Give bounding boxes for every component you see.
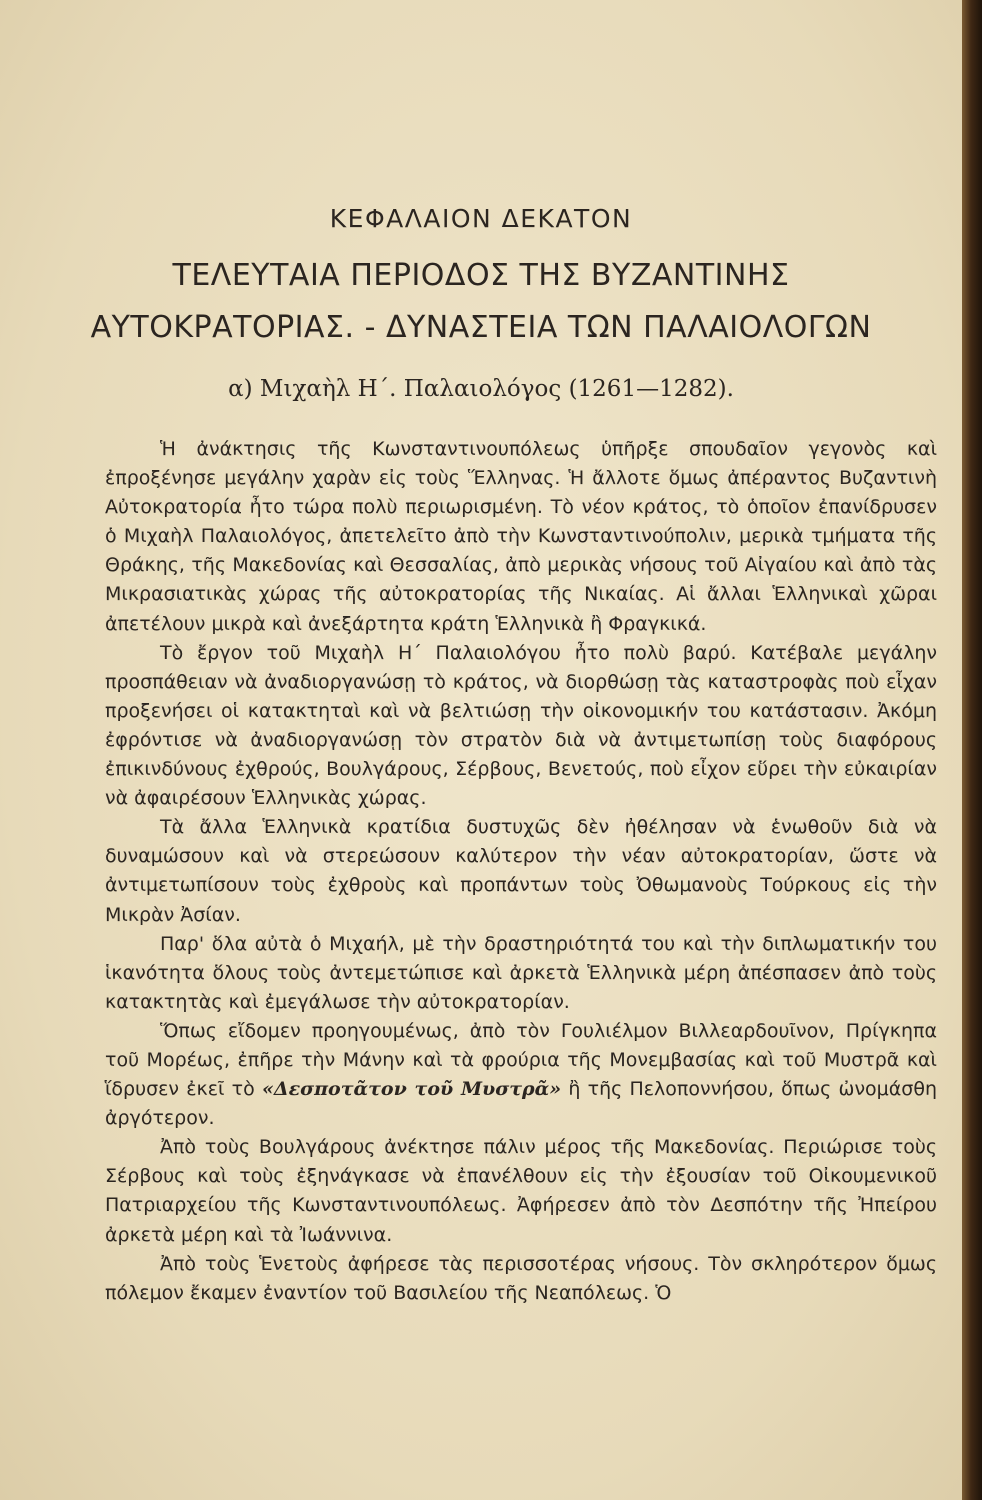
paragraph-5-text-b: ἢ τῆς Πελοποννήσου, ὅπως ὠνομάσθη ἀργότερον.	[105, 1078, 938, 1130]
paragraph-5-text-a: Ὅπως εἴδομεν προηγουμένως, ἀπὸ τὸν Γουλιέλμον Βιλλεαρδουῖνον, Πρίγκηπα τοῦ Μορέως, ἐπῆρε τὴν Μάνην καὶ τὰ φρούρια τῆς Μονεμβασίας καὶ τοῦ Μυστρᾶ καὶ ἵδρυσεν ἐκεῖ τὸ	[105, 1019, 937, 1101]
paragraph-6: Ἀπὸ τοὺς Βουλγάρους ἀνέκτησε πάλιν μέρος τῆς Μακεδονίας. Περιώρισε τοὺς Σέρβους καὶ τοὺς ἐξηνάγκασε νὰ ἐπανέλθουν εἰς τὴν ἐξουσίαν τοῦ Οἰκουμενικοῦ Πατριαρχείου τῆς Κωνσταντινουπόλεως. Ἀφήρεσεν ἀπὸ τὸν Δεσπότην τῆς Ἠπείρου ἀρκετὰ μέρη καὶ τὰ Ἰωάννινα.	[105, 1136, 937, 1246]
paragraph-5-emphasis: «Δεσποτᾶτον τοῦ Μυστρᾶ»	[261, 1078, 562, 1101]
chapter-heading: ΚΕΦΑΛΑΙΟΝ ΔΕΚΑΤΟΝ	[329, 204, 633, 233]
paragraph-7: Ἀπὸ τοὺς Ἑνετοὺς ἀφήρεσε τὰς περισσοτέρας νήσους. Τὸν σκληρότερον ὅμως πόλεμον ἔκαμεν ἐναντίον τοῦ Βασιλείου τῆς Νεαπόλεως. Ὁ	[105, 1252, 937, 1304]
paragraph-4: Παρ' ὅλα αὐτὰ ὁ Μιχαήλ, μὲ τὴν δραστηριότητά του καὶ τὴν διπλωματικήν του ἱκανότητα ὅλους τοὺς ἀντεμετώπισε καὶ ἀρκετὰ Ἑλληνικὰ μέρη ἀπέσπασεν ἀπὸ τοὺς κατακτητὰς καὶ ἐμεγάλωσε τὴν αὐτοκρατορίαν.	[105, 932, 937, 1013]
paragraph-1: Ἡ ἀνάκτησις τῆς Κωνσταντινουπόλεως ὑπῆρξε σπουδαῖον γεγονὸς καὶ ἐπροξένησε μεγάλην χαρὰν εἰς τοὺς Ἕλληνας. Ἡ ἄλλοτε ὅμως ἀπέραντος Βυζαντινὴ Αὐτοκρατορία ἦτο τώρα πολὺ περιωρισμένη. Τὸ νέον κράτος, τὸ ὁποῖον ἐπανίδρυσεν ὁ Μιχαὴλ Παλαιολόγος, ἀπετελεῖτο ἀπὸ τὴν Κωνσταντινούπολιν, μερικὰ τμήματα τῆς Θράκης, τῆς Μακεδονίας καὶ Θεσσαλίας, ἀπὸ μερικὰς νήσους τοῦ Αἰγαίου καὶ ἀπὸ τὰς Μικρασιατικὰς χώρας τῆς αὐτοκρατορίας τῆς Νικαίας. Αἱ ἄλλαι Ἑλληνικαὶ χῶραι ἀπετέλουν μικρὰ καὶ ἀνεξάρτητα κράτη Ἑλληνικὰ ἢ Φραγκικά.	[105, 438, 937, 635]
paragraph-3: Τὰ ἄλλα Ἑλληνικὰ κρατίδια δυστυχῶς δὲν ἠθέλησαν νὰ ἑνωθοῦν διὰ νὰ δυναμώσουν καὶ νὰ στερεώσουν καλύτερον τὴν νέαν αὐτοκρατορίαν, ὥστε νὰ ἀντιμετωπίσουν τοὺς ἐχθροὺς καὶ προπάντων τοὺς Ὀθωμανοὺς Τούρκους εἰς τὴν Μικρὰν Ἀσίαν.	[105, 816, 937, 926]
paragraph-5	[105, 1017, 937, 1133]
paragraph-2: Τὸ ἔργον τοῦ Μιχαὴλ Η΄ Παλαιολόγου ἦτο πολὺ βαρύ. Κατέβαλε μεγάλην προσπάθειαν νὰ ἀναδιοργανώσῃ τὸ κράτος, νὰ διορθώσῃ τὰς καταστροφὰς ποὺ εἶχαν προξενήσει οἱ κατακτηταὶ καὶ νὰ βελτιώσῃ τὴν οἰκονομικήν του κατάστασιν. Ἀκόμη ἐφρόντισε νὰ ἀναδιοργανώσῃ τὸν στρατὸν διὰ νὰ ἀντιμετωπίσῃ τοὺς διαφόρους ἐπικινδύνους ἐχθρούς, Βουλγάρους, Σέρβους, Βενετούς, ποὺ εἶχον εὕρει τὴν εὐκαιρίαν νὰ ἀφαιρέσουν Ἑλληνικὰς χώρας.	[105, 641, 937, 810]
chapter-title-line-1: ΤΕΛΕΥΤΑΙΑ ΠΕΡΙΟΔΟΣ ΤΗΣ ΒΥΖΑΝΤΙΝΗΣ	[172, 258, 790, 293]
chapter-title-line-2: ΑΥΤΟΚΡΑΤΟΡΙΑΣ. - ΔΥΝΑΣΤΕΙΑ ΤΩΝ ΠΑΛΑΙΟΛΟΓΩΝ	[90, 310, 872, 345]
page-binding-edge	[962, 0, 982, 1500]
section-title: α) Μιχαὴλ Η΄. Παλαιολόγος (1261—1282).	[228, 376, 734, 402]
body-text	[105, 435, 937, 1308]
